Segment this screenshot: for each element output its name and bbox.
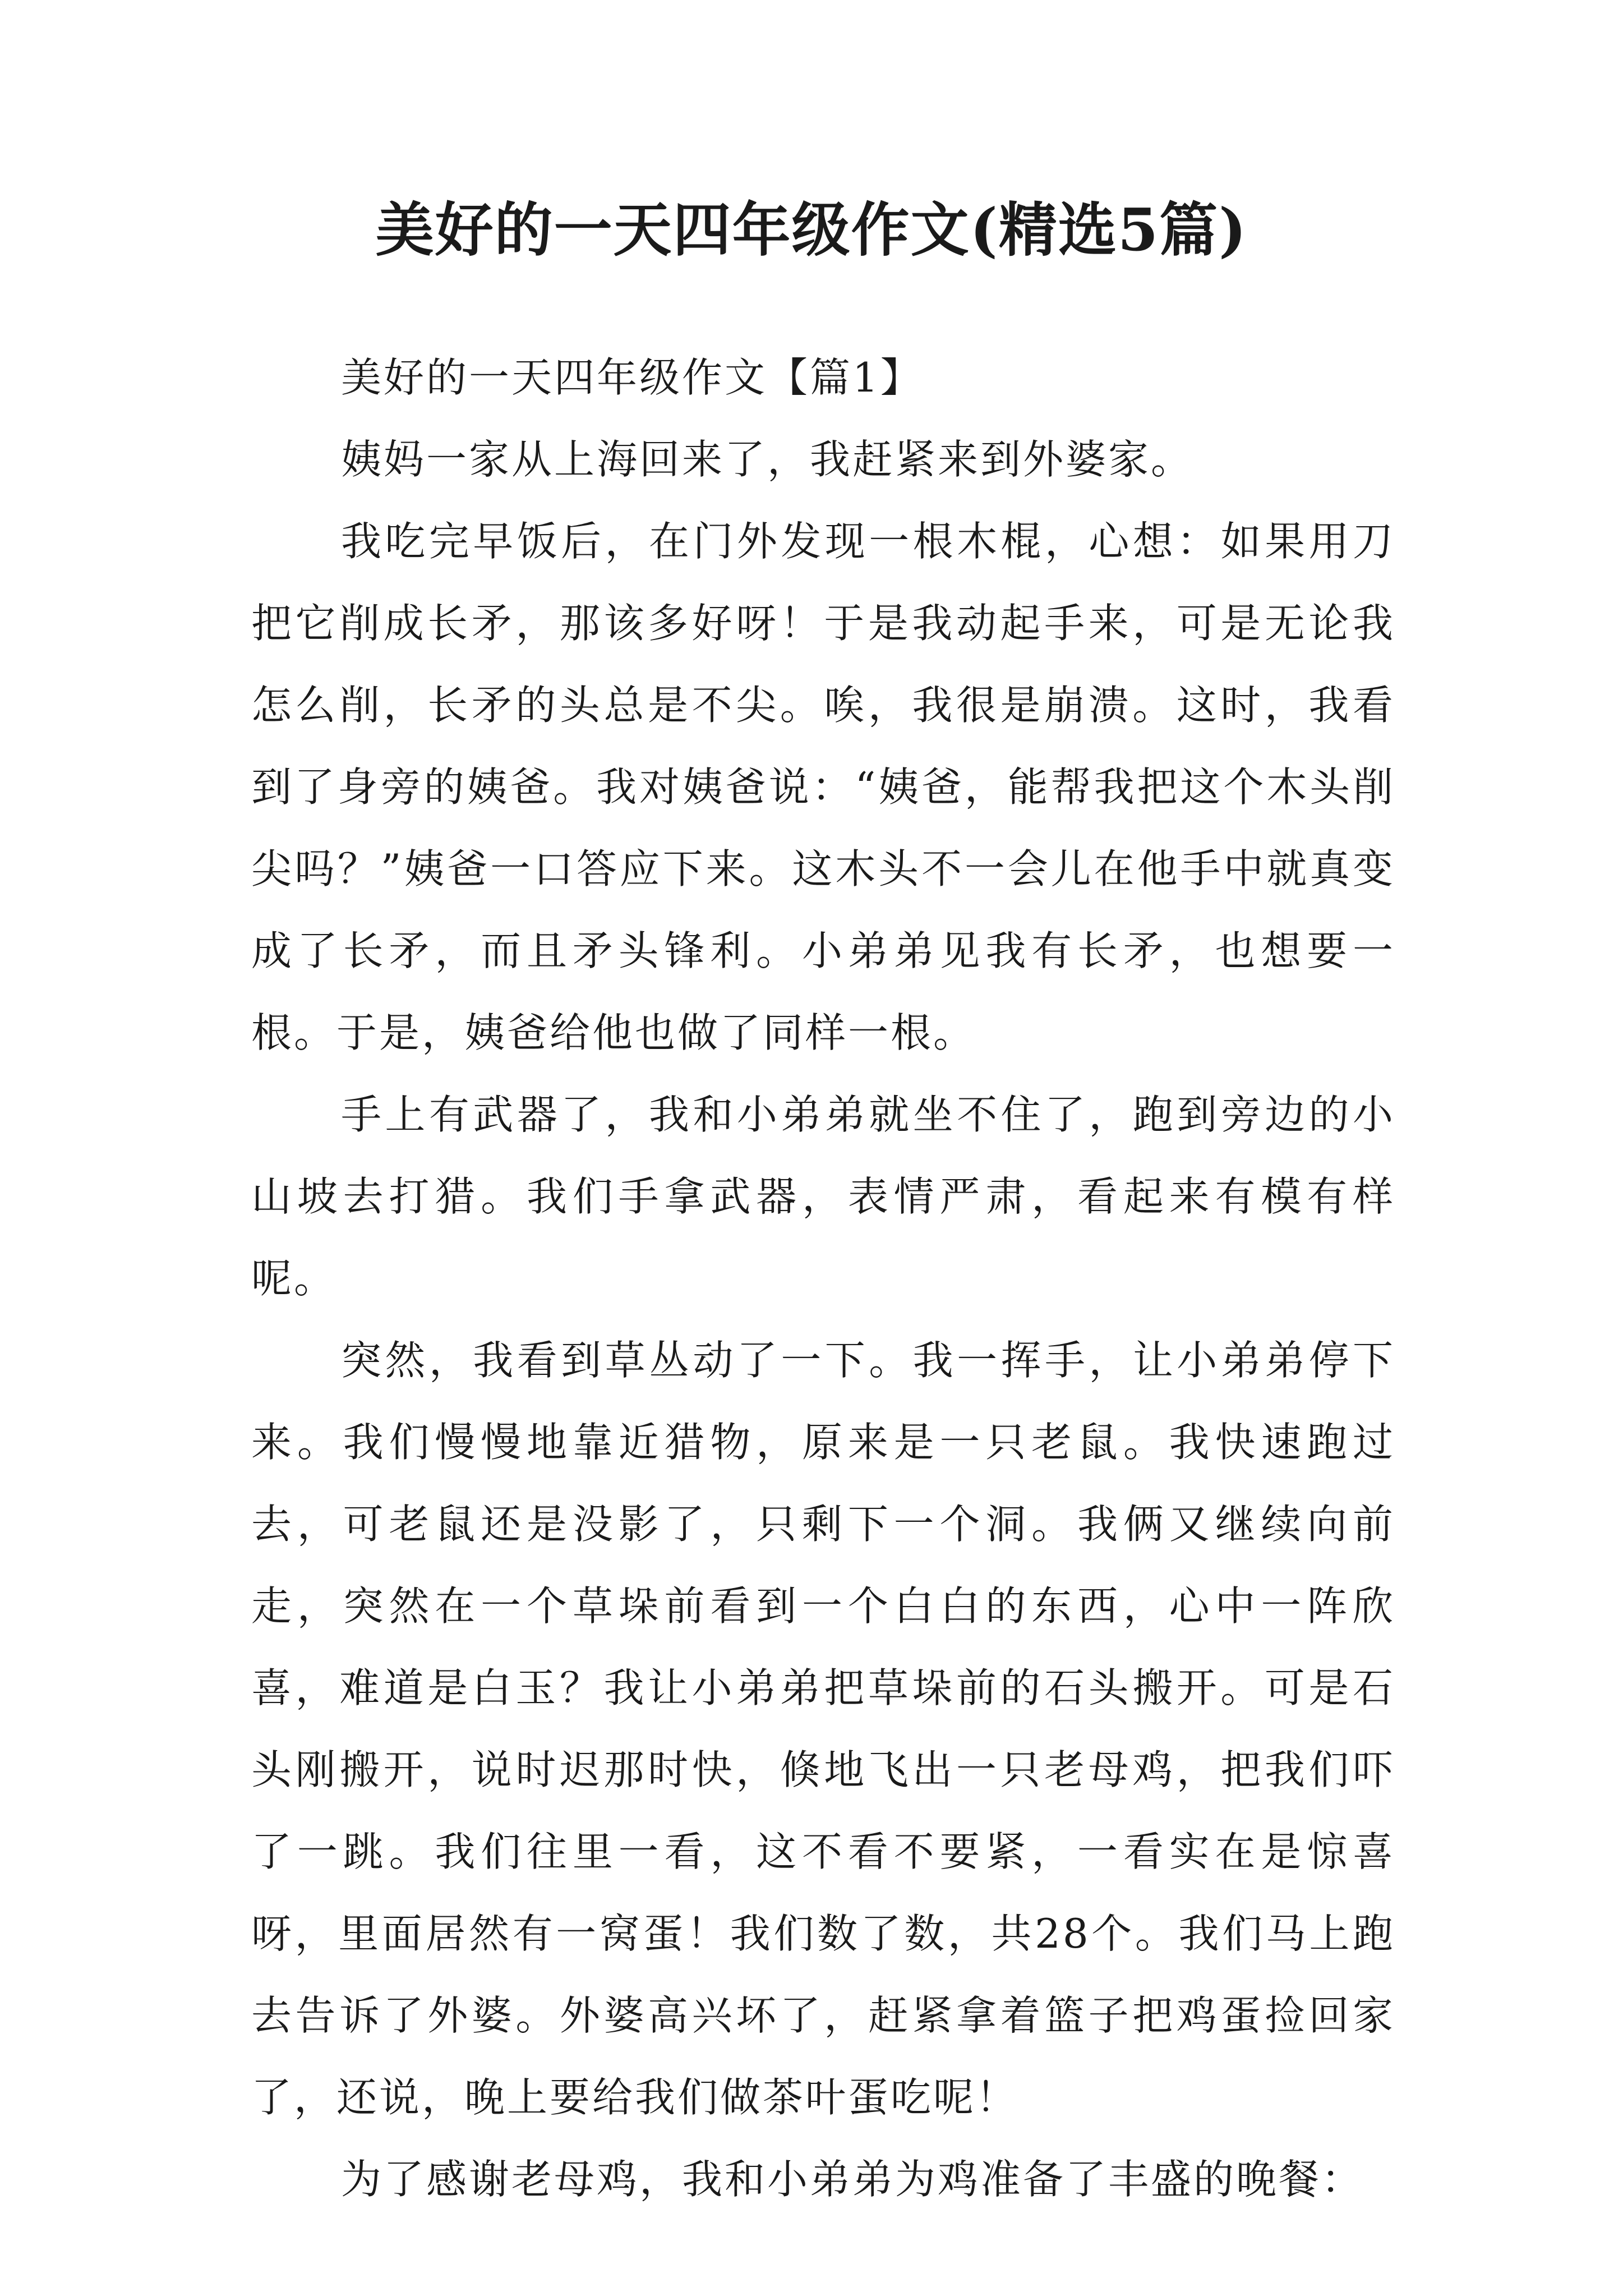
paragraph: 突然，我看到草丛动了一下。我一挥手，让小弟弟停下来。我们慢慢地靠近猎物，原来是一只老鼠。我快速跑过去，可老鼠还是没影了，只剩下一个洞。我俩又继续向前走，突然在一个草垛前看到一个白白的东西，心中一阵欣喜，难道是白玉？我让小弟弟把草垛前的石头搬开。可是石头刚搬开，说时迟那时快，倏地飞出一只老母鸡，把我们吓了一跳。我们往里一看，这不看不要紧，一看实在是惊喜呀，里面居然有一窝蛋！我们数了数，共28个。我们马上跑去告诉了外婆。外婆高兴坏了，赶紧拿着篮子把鸡蛋捡回家了，还说，晚上要给我们做茶叶蛋吃呢！ [251,1337,1395,2121]
document-body [251,337,1395,2220]
paragraph: 为了感谢老母鸡，我和小弟弟为鸡准备了丰盛的晚餐： [341,2156,1364,2203]
paragraph: 手上有武器了，我和小弟弟就坐不住了，跑到旁边的小山坡去打猎。我们手拿武器，表情严肃，看起来有模有样呢。 [251,1091,1395,1302]
page-title: 美好的一天四年级作文(精选5篇) [375,195,1248,264]
paragraph: 我吃完早饭后，在门外发现一根木棍，心想：如果用刀把它削成长矛，那该多好呀！于是我动起手来，可是无论我怎么削，长矛的头总是不尖。唉，我很是崩溃。这时，我看到了身旁的姨爸。我对姨爸说：“姨爸，能帮我把这个木头削尖吗？”姨爸一口答应下来。这木头不一会儿在他手中就真变成了长矛，而且矛头锋利。小弟弟见我有长矛，也想要一根。于是，姨爸给他也做了同样一根。 [251,518,1395,1056]
section-heading: 美好的一天四年级作文【篇1】 [341,354,923,401]
paragraph: 姨妈一家从上海回来了，我赶紧来到外婆家。 [341,436,1194,483]
